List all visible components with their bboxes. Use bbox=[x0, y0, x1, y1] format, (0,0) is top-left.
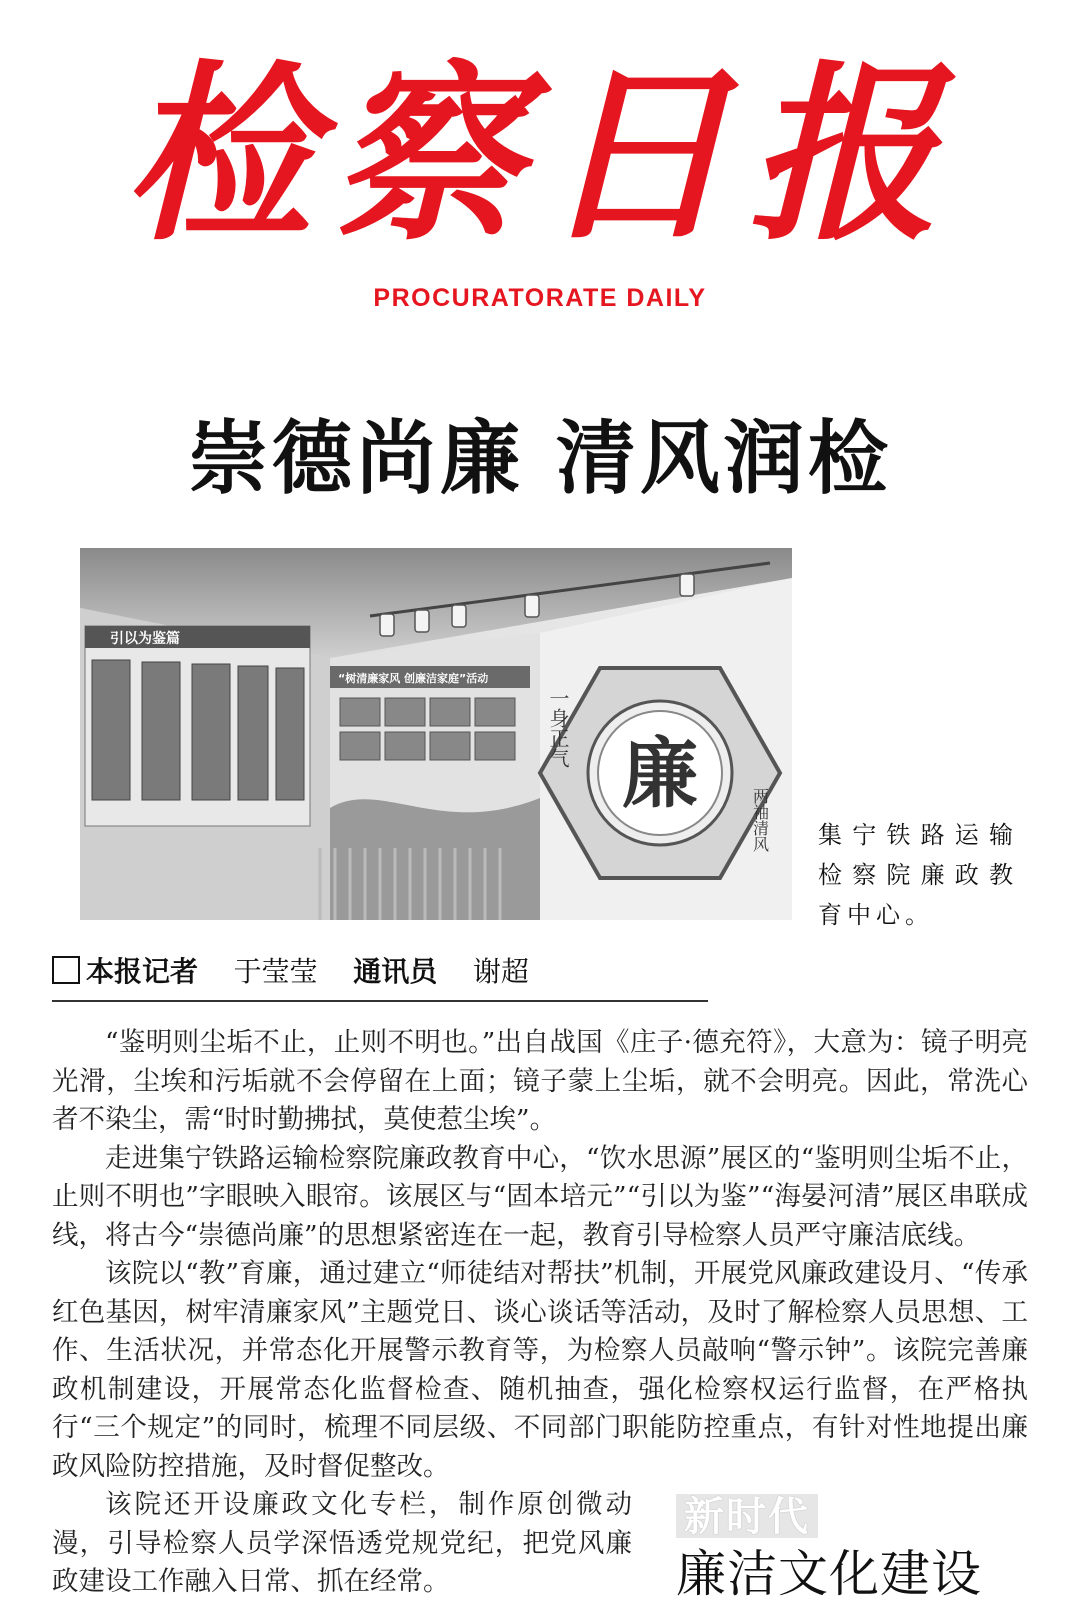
paragraph-1: “鉴明则尘垢不止，止则不明也。”出自战国《庄子·德充符》，大意为：镜子明亮光滑，尘埃和污垢就不会停留在上面；镜子蒙上尘垢，就不会明亮。因此，常洗心者不染尘，需“时时勤拂拭，莫使惹尘埃”。 bbox=[52, 1027, 1028, 1135]
reporter-label: 本报记者 bbox=[86, 955, 199, 988]
byline-divider bbox=[52, 1000, 708, 1002]
column-tag-line2: 廉洁文化建设 bbox=[676, 1545, 982, 1603]
masthead-title: 检察日报 bbox=[123, 43, 956, 266]
paragraph-2: 走进集宁铁路运输检察院廉政教育中心，“饮水思源”展区的“鉴明则尘垢不止，止则不明也”字眼映入眼帘。该展区与“固本培元”“引以为鉴”“海晏河清”展区串联成线，将古今“崇德尚廉”的思想紧密连在一起，教育引导检察人员严守廉洁底线。 bbox=[52, 1142, 1028, 1251]
photo-illustration bbox=[80, 548, 792, 920]
paragraph-4: 该院还开设廉政文化专栏，制作原创微动漫，引导检察人员学深悟透党规党纪，把党风廉政建设工作融入日常、抓在经常。 bbox=[52, 1489, 632, 1597]
paragraph-3: 该院以“教”育廉，通过建立“师徒结对帮扶”机制，开展党风廉政建设月、“传承红色基因，树牢清廉家风”主题党日、谈心谈话等活动，及时了解检察人员思想、工作、生活状况，并常态化开展警示教育等，为检察人员敲响“警示钟”。该院完善廉政机制建设，开展常态化监督检查、随机抽查，强化检察权运行监督，在严格执行“三个规定”的同时，梳理不同层级、不同部门职能防控重点，有针对性地提出廉政风险防控措施，及时督促整改。 bbox=[52, 1258, 1028, 1482]
correspondent-label: 通讯员 bbox=[353, 955, 438, 988]
photo-center-character: 廉 bbox=[622, 729, 698, 818]
column-tag bbox=[676, 1494, 1046, 1614]
photo-board-left-label: 引以为鉴篇 bbox=[110, 631, 180, 647]
photo-right-couplet: 两袖清风 bbox=[750, 788, 770, 852]
article-headline: 崇德尚廉 清风润检 bbox=[188, 411, 892, 505]
byline bbox=[52, 954, 529, 990]
photo-caption: 集宁铁路运输检察院廉政教育中心。 bbox=[818, 821, 1018, 929]
column-tag-line1: 新时代 bbox=[676, 1494, 818, 1538]
reporter-name: 于莹莹 bbox=[233, 955, 318, 988]
article-photo bbox=[80, 548, 792, 920]
correspondent-name: 谢超 bbox=[472, 955, 529, 988]
photo-left-couplet: 一身正气 bbox=[546, 688, 570, 768]
masthead-subtitle: PROCURATORATE DAILY bbox=[373, 284, 707, 312]
masthead bbox=[0, 40, 1080, 313]
byline-box-icon bbox=[52, 956, 80, 984]
photo-board-banner-label: “树清廉家风 创廉洁家庭”活动 bbox=[338, 672, 489, 685]
